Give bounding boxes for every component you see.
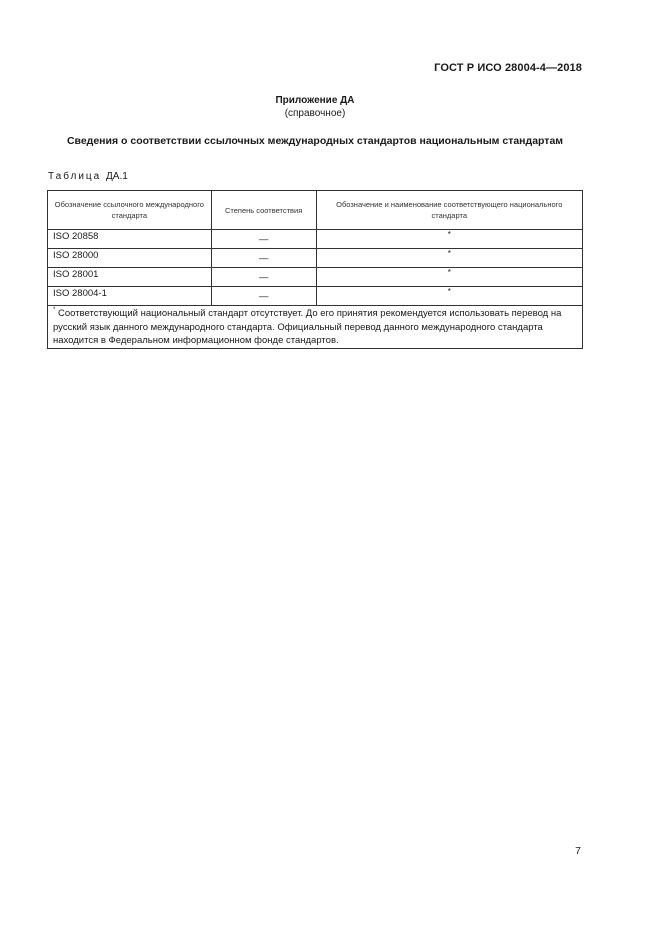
cell-degree: — <box>211 287 316 306</box>
section-title: Сведения о соответствии ссылочных международных стандартов национальным стандартам <box>66 135 564 147</box>
table-footnote <box>48 306 583 349</box>
annex-title: Приложение ДА <box>275 95 355 106</box>
column-header-international-standard: Обозначение ссылочного международного стандарта <box>48 191 212 230</box>
cell-national: * <box>316 249 582 268</box>
correspondence-table <box>47 190 583 349</box>
table-caption <box>48 171 128 182</box>
table-footnote-row <box>48 306 583 349</box>
cell-national: * <box>316 230 582 249</box>
cell-national: * <box>316 287 582 306</box>
table-row <box>48 230 583 249</box>
cell-standard: ISO 28004-1 <box>48 287 212 306</box>
cell-degree: — <box>211 268 316 287</box>
column-header-degree: Степень соответствия <box>211 191 316 230</box>
cell-standard: ISO 28000 <box>48 249 212 268</box>
table-row <box>48 249 583 268</box>
cell-degree: — <box>211 249 316 268</box>
table-row <box>48 287 583 306</box>
cell-standard: ISO 20858 <box>48 230 212 249</box>
table-row <box>48 268 583 287</box>
cell-standard: ISO 28001 <box>48 268 212 287</box>
cell-degree: — <box>211 230 316 249</box>
column-header-national-standard: Обозначение и наименование соответствующего национального стандарта <box>316 191 582 230</box>
table-caption-number: ДА.1 <box>106 171 128 182</box>
page-number: 7 <box>575 845 581 857</box>
annex-subtitle: (справочное) <box>284 108 346 119</box>
annex-heading <box>0 94 630 120</box>
table-header-row <box>48 191 583 230</box>
footnote-text: Соответствующий национальный стандарт отсутствует. До его принятия рекомендуется использовать перевод на русский язык данного международного стандарта. Официальный перевод данного международного стандарта находится в Федеральном информационном фонде стандартов. <box>53 308 562 346</box>
document-code: ГОСТ Р ИСО 28004-4—2018 <box>434 62 582 74</box>
table-caption-prefix: Таблица <box>48 171 102 182</box>
footnote-mark: * <box>53 307 56 313</box>
cell-national: * <box>316 268 582 287</box>
